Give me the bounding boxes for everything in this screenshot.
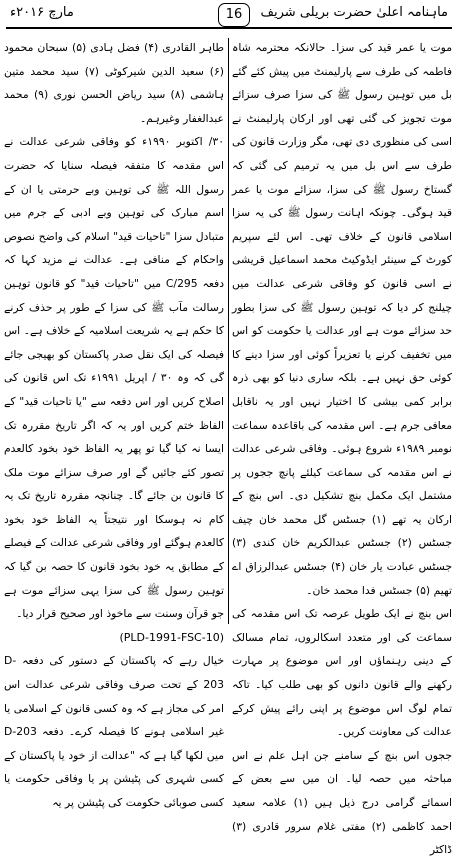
right-column	[232, 36, 453, 857]
paragraph: خیال رہے کہ پاکستان کے دستور کی دفعہ D-203 کے تحت صرف وفاقی شرعی عدالت اس امر کی مجاز ہے کہ وہ کسی قانون کے اسلامی یا غیر اسلامی ہونے کا فیصلہ کرے۔ دفعہ D-203 میں لکھا گیا ہے کہ "عدالت از خود یا پاکستان کے کسی شہری کی پٹیشن پر یا وفاقی حکومت یا کسی صوبائی حکومت کی پٹیشن پر یہ	[4, 654, 224, 809]
paragraph: اس بنچ نے ایک طویل عرصہ تک اس مقدمہ کی سماعت کی اور متعدد اسکالروں، تمام مسالک کے دینی رہنماؤں اور اس موضوع پر مہارت رکھنے والے قانون دانوں کو بھی طلب کیا۔ تاکہ تمام لوگ اس موضوع پر اپنی رائے پیش کرکے عدالت کی معاونت کریں۔	[232, 607, 452, 739]
paragraph: ججوں اس بنچ کے سامنے جن اہل علم نے اس مباحثہ میں حصہ لیا۔ ان میں سے بعض کے اسمائے گرامی درج ذیل ہیں (۱) علامہ سعید احمد کاظمی (۲) مفتی غلام سرور قادری (۳) ڈاکٹر	[232, 748, 452, 857]
issue-date: مارچ ۲۰۱۶ء	[10, 5, 74, 20]
paragraph: ۳۰/ اکتوبر ۱۹۹۰ء کو وفاقی شرعی عدالت نے اس مقدمہ کا متفقہ فیصلہ سنایا کہ حضرت رسول اللہ ﷺ کی توہین وبے حرمتی یا ان کے اسم مبارک کی توہین وبے ادبی کے جرم میں متبادل سزا "تاحیات قید" اسلام کی واضح نصوص واحکام کے منافی ہے۔ عدالت نے مزید کہا کہ دفعہ C/295 میں "تاحیات قید" کو قانون توہین رسالت مآب ﷺ کی سزا کے طور پر حذف کرنے کا حکم ہے یہ شریعت اسلامیہ کے خلاف ہے۔ اس فیصلہ کی ایک نقل صدر پاکستان کو بھیجی جائے گی کہ وہ ۳۰ / اپریل ۱۹۹۱ء تک اس قانون کی اصلاح کریں اور اس دفعہ سے "یا تاحیات قید" کے الفاظ ختم کریں اور یہ کہ اگر تاریخ مقررہ تک ایسا نہ کیا گیا تو پھر یہ الفاظ خود بخود کالعدم تصور کئے جائیں گے اور صرف سزائے موت ملک کا قانون بن جائے گا۔ چنانچہ مقررہ تاریخ تک یہ کام نہ ہوسکا اور نتیجتاً یہ الفاظ خود بخود کالعدم ہوگئے اور وفاقی شرعی عدالت کے فیصلے کے مطابق یہ خود بخود قانون کا حصہ بن گیا کہ توہین رسول ﷺ کی سزا یہی سزائے موت ہے جو قرآن وسنت سے ماخوذ اور صحیح قرار دیا۔	[4, 135, 225, 621]
page-number: 16	[218, 3, 250, 27]
paragraph: موت یا عمر قید کی سزا۔ حالانکہ محترمہ شاہ فاطمہ کی طرف سے پارلیمنٹ میں پیش کئے گئے بل میں توہین رسول ﷺ کی سزا صرف سزائے موت تجویز کی گئی تھی اور ارکان پارلیمنٹ نے اسی کی منظوری دی تھی، مگر وزارت قانون کی طرف سے اس بل میں یہ ترمیم کی گئی کہ گستاخ رسول ﷺ کی سزا، سزائے موت یا عمر قید ہوگی۔ چونکہ اہانت رسول ﷺ کی یہ سزا اسلامی قانون کے خلاف تھی۔ اس لئے سپریم کورٹ کے سینئر ایڈوکیٹ محمد اسماعیل قریشی نے اسی قانون کو وفاقی شرعی عدالت میں چیلنج کر دیا کہ توہین رسول ﷺ کی سزا بطور حد سزائے موت ہے اور عدالت یا حکومت کو اس میں تخفیف کرنے یا تعزیراً کوئی اور سزا دینے کا کوئی حق نہیں ہے۔ بلکہ ساری دنیا کو بھی ذرہ برابر کمی بیشی کا اختیار نہیں اور یہ ناقابل معافی جرم ہے۔ اس مقدمہ کی باقاعدہ سماعت نومبر ۱۹۸۹ء شروع ہوئی۔ وفاقی شرعی عدالت نے اس مقدمہ کی سماعت کیلئے پانچ ججوں پر مشتمل ایک مکمل بنچ تشکیل دی۔ اس بنچ کے ارکان یہ تھے (۱) جسٹس گل محمد خان چیف جسٹس (۲) جسٹس عبدالکریم خان کندی (۳) جسٹس عبادت یار خان (۴) جسٹس عبدالرزاق اے تھیم (۵) جسٹس فدا محمد خان۔	[232, 41, 453, 597]
magazine-title: ماہنامہ اعلیٰ حضرت بریلی شریف	[260, 5, 448, 20]
header-rule	[6, 27, 452, 29]
left-column	[4, 36, 225, 809]
page-header	[6, 3, 452, 33]
paragraph: طاہر القادری (۴) فضل ہادی (۵) سبحان محمود (۶) سعید الدین شیرکوٹی (۷) سید محمد متین ہاشمی (۸) سید ریاض الحسن نوری (۹) محمد عبدالغفار وغیرہم۔	[4, 41, 225, 125]
case-citation: (PLD-1991-FSC-10)	[119, 630, 224, 644]
column-divider	[228, 38, 229, 624]
